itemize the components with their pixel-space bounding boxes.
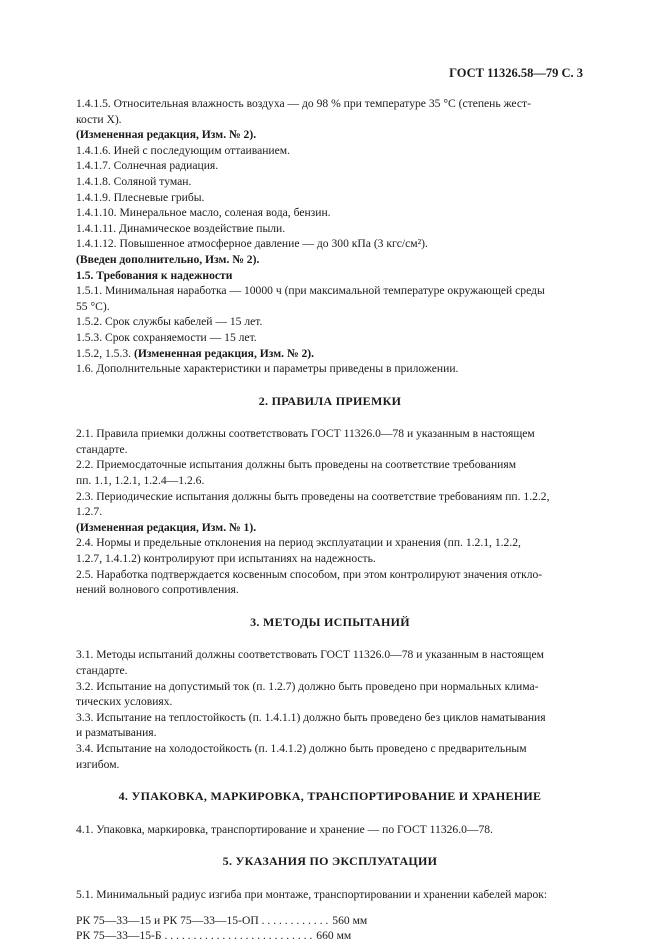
section-3-body (76, 647, 584, 772)
text-line: 1.4.1.10. Минеральное масло, соленая вода, бензин. (76, 206, 331, 220)
text-line: изгибом. (76, 757, 120, 771)
cable-mark: РК 75—33—15 и РК 75—33—15-ОП . . . . . . . . . . . . (76, 913, 329, 927)
text-line: 2.3. Периодические испытания должны быть проведены на соответствие требованиям пп. 1.2.2, (76, 489, 550, 503)
text-line: 4.1. Упаковка, маркировка, транспортирование и хранение — по ГОСТ 11326.0—78. (76, 822, 493, 836)
text-line: нений волнового сопротивления. (76, 583, 239, 597)
text-line: стандарте. (76, 664, 128, 677)
text-line: стандарте. (76, 442, 128, 456)
text-line: 1.4.1.5. Относительная влажность воздуха — до 98 % при температуре 35 °С (степень жест- (76, 97, 531, 110)
text-line: 1.4.1.6. Иней с последующим оттаиванием. (76, 143, 291, 157)
text-line: 3.2. Испытание на допустимый ток (п. 1.2.7) должно быть проведено при нормальных клима- (76, 679, 539, 693)
text-line: 1.5.2. Срок службы кабелей — 15 лет. (76, 315, 263, 329)
section-3-title: 3. МЕТОДЫ ИСПЫТАНИЙ (250, 614, 410, 629)
section-2-title: 2. ПРАВИЛА ПРИЕМКИ (258, 393, 402, 408)
bend-radius-table (76, 913, 584, 944)
text-line: 2.4. Нормы и предельные отклонения на период эксплуатации и хранения (пп. 1.2.1, 1.2.2, (76, 536, 521, 550)
bend-radius-value: 560 мм (332, 913, 368, 927)
cable-mark: РК 75—33—15-Б . . . . . . . . . . . . . . . . . . . . . . . . . . (76, 929, 313, 943)
text-line: 2.1. Правила приемки должны соответствовать ГОСТ 11326.0—78 и указанным в настоящем (76, 427, 535, 441)
text-line: 3.3. Испытание на теплостойкость (п. 1.4.1.1) должно быть проведено без циклов наматывания (76, 710, 546, 724)
text-line: 1.5.3. Срок сохраняемости — 15 лет. (76, 330, 257, 344)
text-line: 1.4.1.11. Динамическое воздействие пыли. (76, 221, 286, 235)
bend-radius-value: 660 мм (316, 929, 352, 943)
text-line: 1.4.1.9. Плесневые грибы. (76, 190, 205, 204)
text-line: 2.5. Наработка подтверждается косвенным способом, при этом контролируют значения откло- (76, 567, 543, 581)
text-line: 55 °С). (76, 299, 110, 313)
text-line: (Измененная редакция, Изм. № 1). (76, 520, 257, 534)
text-line: пп. 1.1, 1.2.1, 1.2.4—1.2.6. (76, 474, 205, 488)
section-4-title: 4. УПАКОВКА, МАРКИРОВКА, ТРАНСПОРТИРОВАНИЕ И ХРАНЕНИЕ (118, 789, 542, 804)
text-line: 1.4.1.7. Солнечная радиация. (76, 159, 219, 173)
text-line: кости X). (76, 112, 122, 126)
text-line: 3.4. Испытание на холодостойкость (п. 1.4.1.2) должно быть проведено с предварительным (76, 741, 527, 755)
text-line: (Измененная редакция, Изм. № 2). (76, 128, 257, 142)
section-2-body (76, 426, 584, 598)
text-line: 5.1. Минимальный радиус изгиба при монтаже, транспортировании и хранении кабелей марок: (76, 887, 548, 901)
text-line: 1.2.7. (76, 505, 103, 519)
section-5-title: 5. УКАЗАНИЯ ПО ЭКСПЛУАТАЦИИ (222, 854, 438, 869)
section-4-body (76, 822, 584, 838)
text-line: 1.4.1.12. Повышенное атмосферное давление — до 300 кПа (3 кгс/см²). (76, 237, 428, 251)
section-1-continuation (76, 96, 584, 377)
table-row (76, 913, 584, 929)
text-line: 2.2. Приемосдаточные испытания должны быть проведены на соответствие требованиям (76, 458, 517, 472)
section-5-body (76, 887, 584, 903)
text-line: тических условиях. (76, 695, 173, 709)
text-line: 1.6. Дополнительные характеристики и параметры приведены в приложении. (76, 362, 459, 376)
text-line: 1.5.1. Минимальная наработка — 10000 ч (при максимальной температуре окружающей среды (76, 284, 545, 298)
text-line: 3.1. Методы испытаний должны соответствовать ГОСТ 11326.0—78 и указанным в настоящем (76, 648, 544, 662)
text-line: 1.2.7, 1.4.1.2) контролируют при испытаниях на надежность. (76, 552, 376, 566)
page-header: ГОСТ 11326.58—79 С. 3 (449, 66, 583, 80)
text-line: 1.5. Требования к надежности (76, 268, 233, 282)
text-line: (Введен дополнительно, Изм. № 2). (76, 252, 260, 266)
text-line: и разматывания. (76, 726, 157, 740)
document-body (76, 96, 584, 944)
text-line: 1.5.2, 1.5.3. (Измененная редакция, Изм. № 2). (76, 346, 315, 360)
text-line: 1.4.1.8. Соляной туман. (76, 174, 192, 188)
